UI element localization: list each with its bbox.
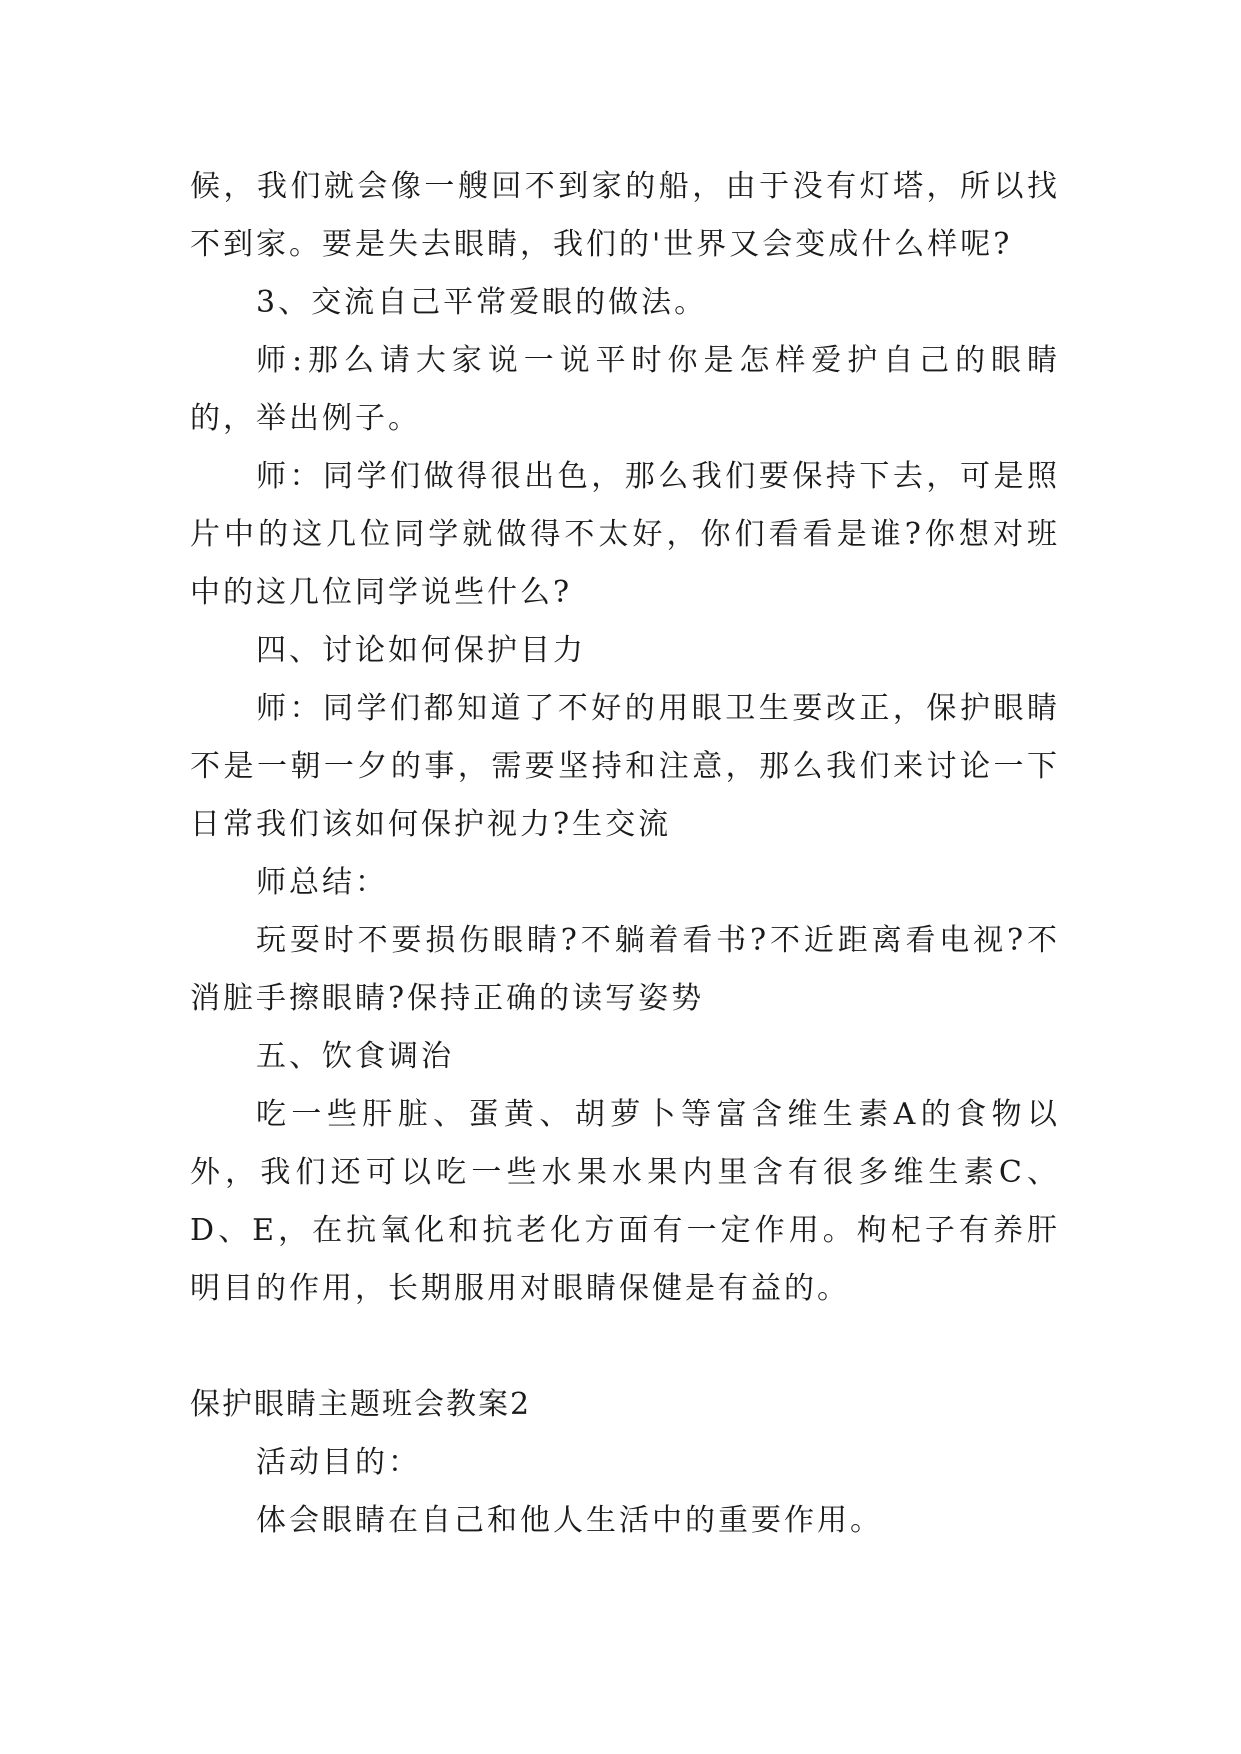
- paragraph-activity-goal: 体会眼睛在自己和他人生活中的重要作用。: [256, 1503, 883, 1538]
- paragraph-teacher-photo: 师：同学们做得很出色，那么我们要保持下去，可是照片中的这几位同学就做得不太好，你们看看是谁?你想对班中的这几位同学说些什么?: [190, 459, 1060, 610]
- paragraph-teacher-discussion: 师：同学们都知道了不好的用眼卫生要改正，保护眼睛不是一朝一夕的事，需要坚持和注意，那么我们来讨论一下日常我们该如何保护视力?生交流: [190, 691, 1060, 842]
- paragraph-summary-list: 玩耍时不要损伤眼睛?不躺着看书?不近距离看电视?不消脏手擦眼睛?保持正确的读写姿势: [190, 923, 1060, 1016]
- paragraph-step-3: 3、交流自己平常爱眼的做法。: [256, 285, 708, 320]
- heading-section-5: 五、饮食调治: [256, 1039, 454, 1074]
- section-title: 保护眼睛主题班会教案2: [190, 1387, 532, 1422]
- paragraph-diet: 吃一些肝脏、蛋黄、胡萝卜等富含维生素A的食物以外，我们还可以吃一些水果水果内里含有很多维生素C、D、E，在抗氧化和抗老化方面有一定作用。枸杞子有养肝明目的作用，长期服用对眼睛保健是有益的。: [190, 1097, 1060, 1306]
- heading-section-4: 四、讨论如何保护目力: [256, 633, 586, 668]
- document-body: [190, 158, 1060, 1550]
- paragraph-continuation: 候，我们就会像一艘回不到家的船，由于没有灯塔，所以找不到家。要是失去眼睛，我们的'世界又会变成什么样呢?: [190, 169, 1060, 262]
- paragraph-teacher-question: 师:那么请大家说一说平时你是怎样爱护自己的眼睛的，举出例子。: [190, 343, 1060, 436]
- paragraph-teacher-summary: 师总结：: [256, 865, 388, 900]
- paragraph-activity-goal-label: 活动目的：: [256, 1445, 421, 1480]
